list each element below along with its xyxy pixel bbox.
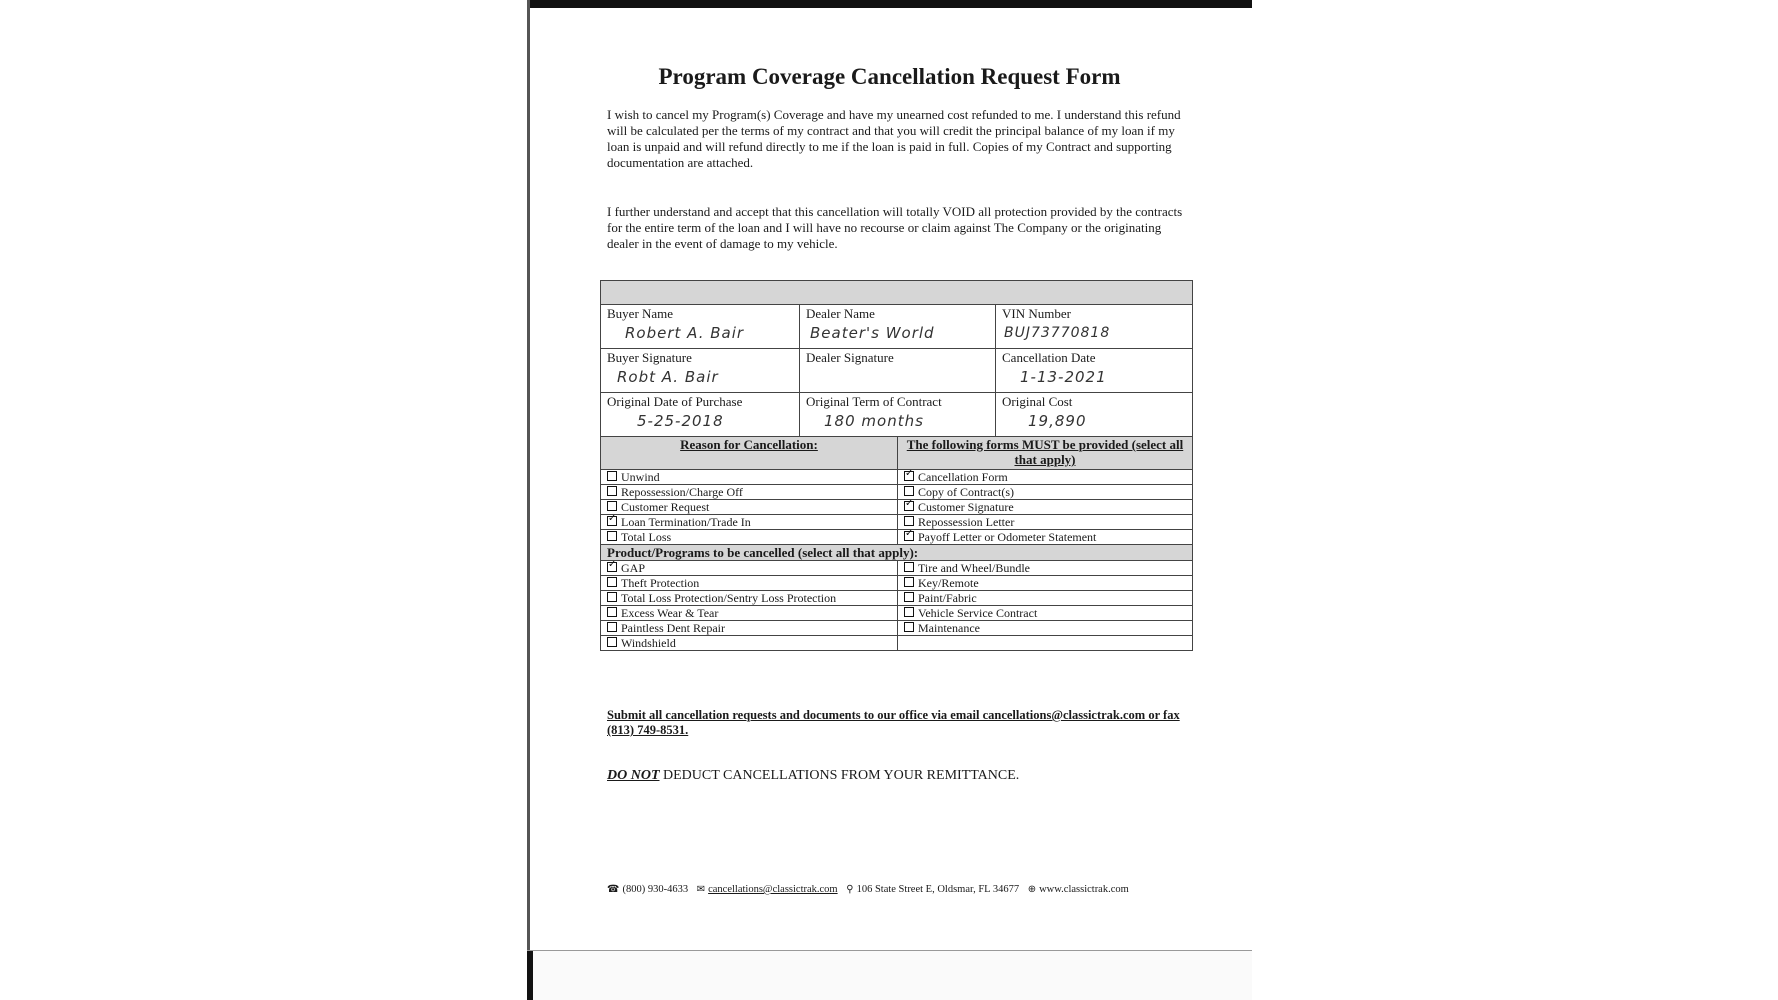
footer-phone: (800) 930-4633 (622, 884, 689, 895)
product-total-loss-protection[interactable]: Total Loss Protection/Sentry Loss Protection (601, 591, 898, 606)
buyer-name-field[interactable] (601, 305, 800, 349)
table-row (601, 530, 1193, 545)
checkbox-icon[interactable] (607, 486, 617, 496)
checkbox-icon[interactable] (607, 471, 617, 481)
vin-label: VIN Number (1002, 306, 1071, 321)
checkbox-icon[interactable] (607, 607, 617, 617)
checkbox-icon[interactable] (607, 637, 617, 647)
cancellation-date-field[interactable] (996, 349, 1193, 393)
reason-total-loss[interactable]: Total Loss (601, 530, 898, 545)
cancellation-form-table (600, 280, 1193, 651)
reason-repossession[interactable]: Repossession/Charge Off (601, 485, 898, 500)
footer-contact (607, 884, 1135, 895)
checkbox-icon[interactable] (607, 577, 617, 587)
scan-next-page (533, 951, 1252, 1000)
document-page (527, 0, 1252, 1000)
table-row (601, 621, 1193, 636)
product-maintenance[interactable]: Maintenance (898, 621, 1193, 636)
cancellation-date-value: 1-13-2021 (1020, 368, 1107, 386)
checked-checkbox-icon[interactable] (904, 501, 914, 511)
product-vehicle-service[interactable]: Vehicle Service Contract (898, 606, 1193, 621)
checkbox-icon[interactable] (904, 486, 914, 496)
form-cancellation-form[interactable]: ✓ Cancellation Form (898, 470, 1193, 485)
checkbox-icon[interactable] (607, 531, 617, 541)
table-row (601, 561, 1193, 576)
dealer-name-label: Dealer Name (806, 306, 875, 321)
purchase-date-value: 5-25-2018 (637, 412, 724, 430)
table-row (601, 485, 1193, 500)
contract-term-value: 180 months (824, 412, 924, 430)
checked-checkbox-icon[interactable] (607, 562, 617, 572)
submit-instructions: Submit all cancellation requests and documents to our office via email cancellations@classictrak.com or fax (813) 749-8531. (607, 708, 1180, 737)
checkbox-icon[interactable] (904, 592, 914, 602)
reason-unwind[interactable]: Unwind (601, 470, 898, 485)
scan-top-border (527, 0, 1252, 8)
required-forms-header: The following forms MUST be provided (select all that apply) (898, 437, 1193, 470)
buyer-signature-label: Buyer Signature (607, 350, 692, 365)
form-customer-signature[interactable]: ✓ Customer Signature (898, 500, 1193, 515)
empty-cell (898, 636, 1193, 651)
cancellation-date-label: Cancellation Date (1002, 350, 1096, 365)
scan-left-edge (527, 0, 530, 952)
table-header-bar (601, 281, 1193, 305)
checkbox-icon[interactable] (904, 622, 914, 632)
contract-term-label: Original Term of Contract (806, 394, 942, 409)
globe-icon: ⊕ (1027, 884, 1037, 895)
table-row (601, 606, 1193, 621)
product-tire-wheel[interactable]: Tire and Wheel/Bundle (898, 561, 1193, 576)
form-repossession-letter[interactable]: Repossession Letter (898, 515, 1193, 530)
buyer-name-label: Buyer Name (607, 306, 674, 321)
intro-paragraph: I wish to cancel my Program(s) Coverage and have my unearned cost refunded to me. I understand this refund will be calculated per the terms of my contract and that you will credit the principal balance of my loan if my loan is unpaid and will refund directly to me if the loan is paid in full. Copies of my Contract and supporting documentation are attached. (607, 107, 1181, 170)
table-row (601, 500, 1193, 515)
buyer-signature-value: Robt A. Bair (617, 368, 719, 386)
table-row (601, 515, 1193, 530)
purchase-date-label: Original Date of Purchase (607, 394, 743, 409)
phone-icon: ☎ (607, 884, 620, 895)
checkbox-icon[interactable] (607, 501, 617, 511)
form-title: Program Coverage Cancellation Request Form (658, 64, 1121, 89)
dealer-signature-label: Dealer Signature (806, 350, 894, 365)
do-not-emphasis: DO NOT (607, 768, 660, 783)
checked-checkbox-icon[interactable] (904, 471, 914, 481)
checked-checkbox-icon[interactable] (904, 531, 914, 541)
dealer-signature-field[interactable] (800, 349, 996, 393)
footer-email[interactable]: cancellations@classictrak.com (708, 884, 838, 895)
checkbox-icon[interactable] (904, 562, 914, 572)
remittance-warning: DO NOT DEDUCT CANCELLATIONS FROM YOUR REMITTANCE. (607, 768, 1020, 783)
vin-value: BUJ73770818 (1004, 325, 1111, 341)
checkbox-icon[interactable] (904, 516, 914, 526)
products-header: Product/Programs to be cancelled (select all that apply): (601, 545, 1193, 561)
contract-term-field[interactable] (800, 393, 996, 437)
checkbox-icon[interactable] (607, 592, 617, 602)
original-cost-label: Original Cost (1002, 394, 1073, 409)
reason-loan-termination[interactable]: ✓Loan Termination/Trade In (601, 515, 898, 530)
original-cost-field[interactable] (996, 393, 1193, 437)
product-gap[interactable]: ✓GAP (601, 561, 898, 576)
buyer-signature-field[interactable] (601, 349, 800, 393)
dealer-name-field[interactable] (800, 305, 996, 349)
original-cost-value: 19,890 (1028, 412, 1087, 430)
product-theft-protection[interactable]: Theft Protection (601, 576, 898, 591)
product-paint-fabric[interactable]: Paint/Fabric (898, 591, 1193, 606)
product-excess-wear[interactable]: Excess Wear & Tear (601, 606, 898, 621)
envelope-icon: ✉ (696, 884, 706, 895)
checked-checkbox-icon[interactable] (607, 516, 617, 526)
table-row (601, 591, 1193, 606)
buyer-name-value: Robert A. Bair (625, 324, 745, 342)
footer-address: 106 State Street E, Oldsmar, FL 34677 (856, 884, 1020, 895)
dealer-name-value: Beater's World (810, 324, 935, 342)
checkbox-icon[interactable] (904, 577, 914, 587)
product-paintless-dent[interactable]: Paintless Dent Repair (601, 621, 898, 636)
form-payoff-letter[interactable]: ✓ Payoff Letter or Odometer Statement (898, 530, 1193, 545)
form-copy-of-contracts[interactable]: Copy of Contract(s) (898, 485, 1193, 500)
table-row (601, 636, 1193, 651)
location-pin-icon: ⚲ (846, 884, 854, 895)
purchase-date-field[interactable] (601, 393, 800, 437)
table-row (601, 576, 1193, 591)
footer-website[interactable]: www.classictrak.com (1039, 884, 1129, 895)
reason-customer-request[interactable]: Customer Request (601, 500, 898, 515)
scan-bottom-shadow (527, 951, 533, 1000)
product-windshield[interactable]: Windshield (601, 636, 898, 651)
checkbox-icon[interactable] (904, 607, 914, 617)
void-paragraph: I further understand and accept that this cancellation will totally VOID all protection provided by the contracts for the entire term of the loan and I will have no recourse or claim against The Company or the originating dealer in the event of damage to my vehicle. (607, 204, 1183, 251)
reason-header: Reason for Cancellation: (601, 437, 898, 470)
product-key-remote[interactable]: Key/Remote (898, 576, 1193, 591)
table-row (601, 470, 1193, 485)
vin-field[interactable] (996, 305, 1193, 349)
checkbox-icon[interactable] (607, 622, 617, 632)
